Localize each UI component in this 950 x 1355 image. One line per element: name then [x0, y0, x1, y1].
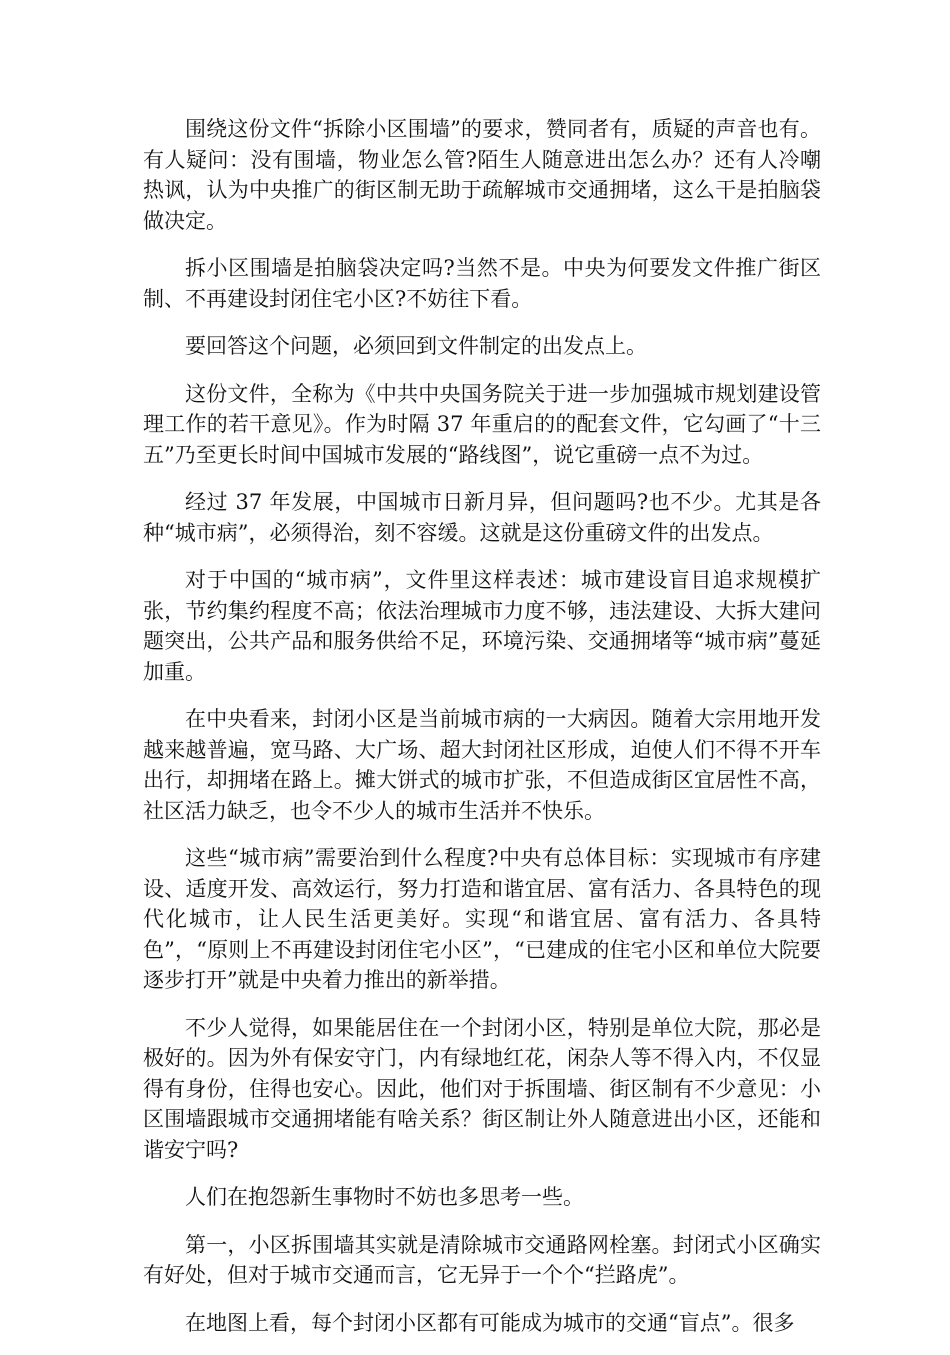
paragraph: 要回答这个问题，必须回到文件制定的出发点上。: [185, 334, 647, 358]
paragraph: 第一，小区拆围墙其实就是清除城市交通路网栓塞。封闭式小区确实有好处，但对于城市交通而言，它无异于一个个“拦路虎”。: [143, 1232, 821, 1287]
paragraph: 在地图上看，每个封闭小区都有可能成为城市的交通“盲点”。很多: [185, 1310, 795, 1335]
document-body: [143, 114, 821, 1355]
paragraph: 不少人觉得，如果能居住在一个封闭小区，特别是单位大院，那必是极好的。因为外有保安守门，内有绿地红花，闲杂人等不得入内，不仅显得有身份，住得也安心。因此，他们对于拆围墙、街区制有不少意见：小区围墙跟城市交通拥堵能有啥关系？街区制让外人随意进出小区，还能和谐安宁吗?: [143, 1015, 821, 1162]
paragraph: 经过 37 年发展，中国城市日新月异，但问题吗?也不少。尤其是各种“城市病”，必须得治，刻不容缓。这就是这份重磅文件的出发点。: [143, 490, 821, 545]
paragraph: 拆小区围墙是拍脑袋决定吗?当然不是。中央为何要发文件推广街区制、不再建设封闭住宅小区?不妨往下看。: [143, 256, 821, 311]
paragraph: 这些“城市病”需要治到什么程度?中央有总体目标：实现城市有序建设、适度开发、高效运行，努力打造和谐宜居、富有活力、各具特色的现代化城市，让人民生活更美好。实现“和谐宜居、富有活力、各具特色”，“原则上不再建设封闭住宅小区”，“已建成的住宅小区和单位大院要逐步打开”就是中央着力推出的新举措。: [143, 846, 821, 992]
paragraph: 这份文件，全称为《中共中央国务院关于进一步加强城市规划建设管理工作的若干意见》。作为时隔 37 年重启的的配套文件，它勾画了“十三五”乃至更长时间中国城市发展的“路线图”，说它重磅一点不为过。: [143, 381, 821, 467]
paragraph: 对于中国的“城市病”，文件里这样表述：城市建设盲目追求规模扩张，节约集约程度不高；依法治理城市力度不够，违法建设、大拆大建问题突出，公共产品和服务供给不足，环境污染、交通拥堵等“城市病”蔓延加重。: [143, 568, 821, 684]
paragraph: 围绕这份文件“拆除小区围墙”的要求，赞同者有，质疑的声音也有。有人疑问：没有围墙，物业怎么管?陌生人随意进出怎么办？还有人冷嘲热讽，认为中央推广的街区制无助于疏解城市交通拥堵，这么干是拍脑袋做决定。: [143, 117, 821, 233]
paragraph: 在中央看来，封闭小区是当前城市病的一大病因。随着大宗用地开发越来越普遍，宽马路、大广场、超大封闭社区形成，迫使人们不得不开车出行，却拥堵在路上。摊大饼式的城市扩张，不但造成街区宜居性不高，社区活力缺乏，也令不少人的城市生活并不快乐。: [143, 707, 821, 823]
paragraph: 人们在抱怨新生事物时不妨也多思考一些。: [185, 1185, 584, 1209]
